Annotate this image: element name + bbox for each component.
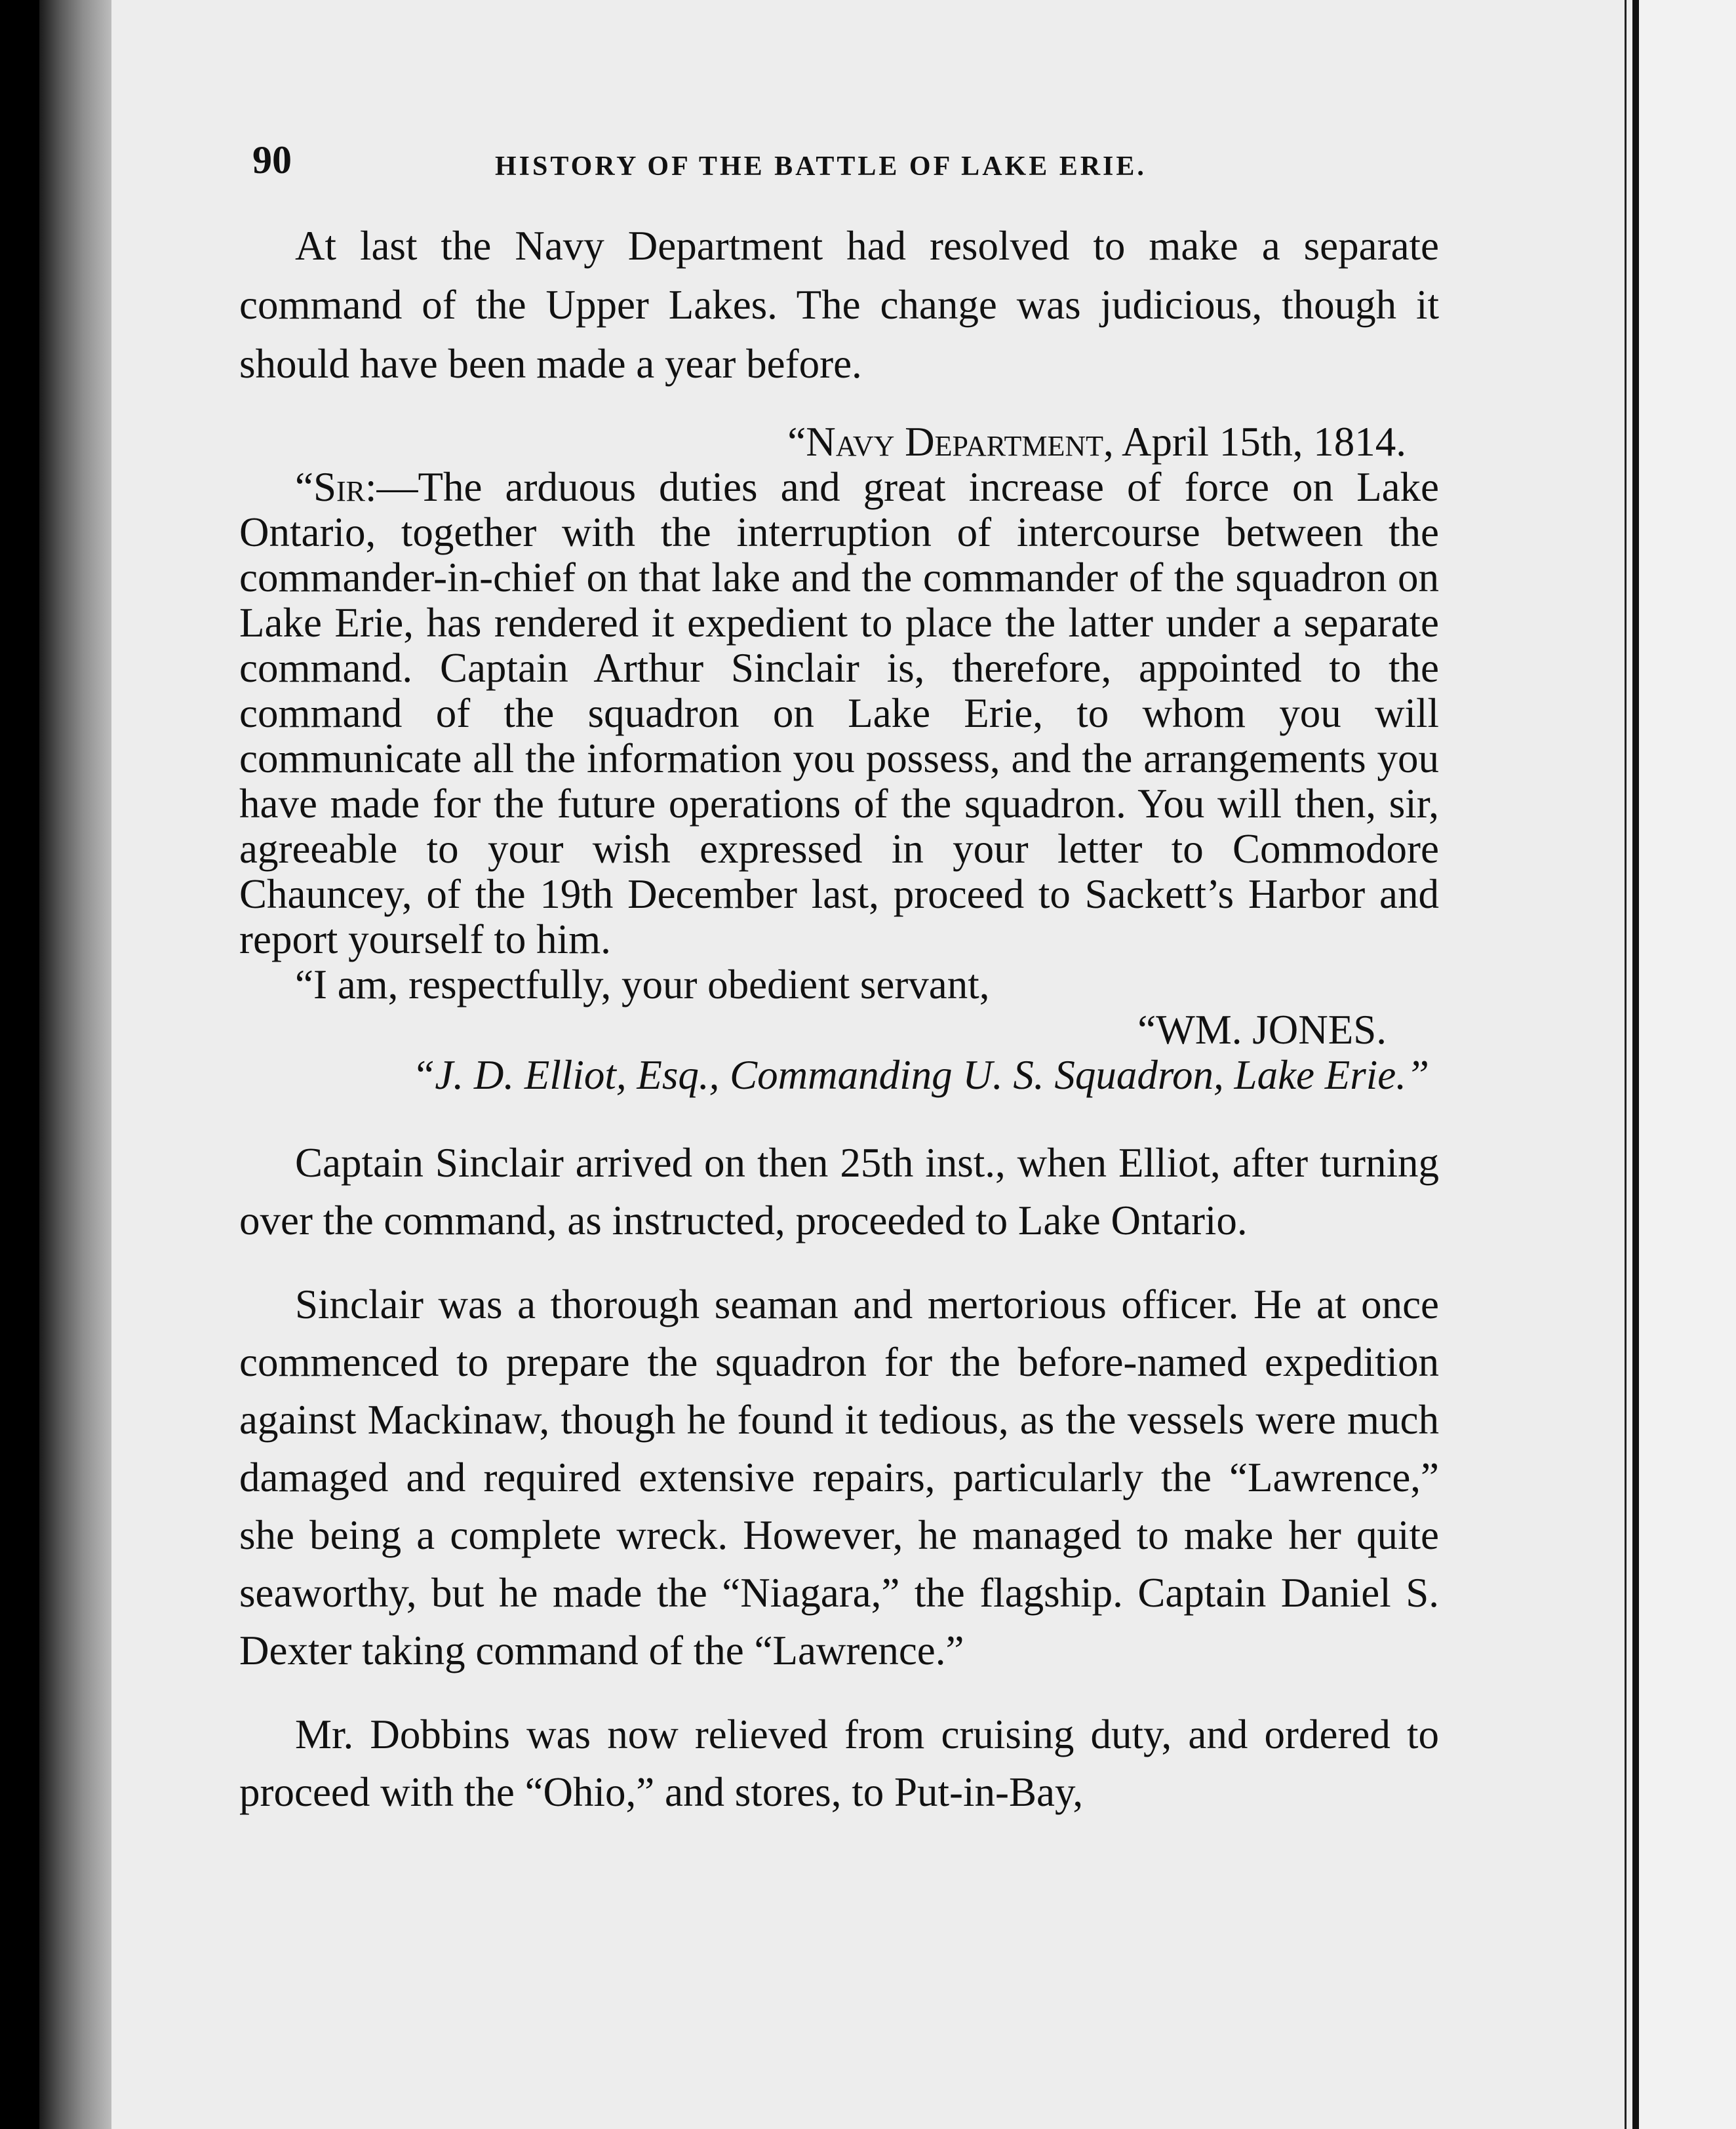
dateline-quote: “ <box>787 419 806 465</box>
page-gutter <box>1632 0 1639 2129</box>
letter-salutation: Sir <box>313 464 366 510</box>
paragraph: Sinclair was a thorough seaman and mertorious officer. He at once commenced to prepare the squadron for the before-named expedition against Mackinaw, though he found it tedious, as the vessels were much damaged and required extensive repairs, particularly the “Lawrence,” she being a complete wreck. However, he managed to make her quite seaworthy, but he made the “Niagara,” the flagship. Captain Daniel S. Dexter taking command of the “Lawrence.” <box>239 1281 1439 1673</box>
letter-signature: “WM. JONES. <box>1137 1007 1387 1053</box>
letter-dateline <box>239 420 1439 465</box>
adjacent-page-edge <box>1639 0 1736 2129</box>
letter-closing: “I am, respectfully, your obedient servant, <box>295 962 990 1007</box>
quoted-letter <box>239 420 1439 1098</box>
running-title: HISTORY OF THE BATTLE OF LAKE ERIE. <box>495 151 1147 182</box>
book-binding-edge <box>39 0 111 2129</box>
paragraph: Captain Sinclair arrived on then 25th inst., when Elliot, after turning over the command, as instructed, proceeded to Lake Ontario. <box>239 1140 1439 1243</box>
page-body <box>239 216 1439 1821</box>
letter-text: :—The arduous duties and great increase of force on Lake Ontario, together with the interruption of intercourse between the commander-in-chief on that lake and the commander of the squadron on Lake Erie, has rendered it expedient to place the latter under a separate command. Captain Arthur Sinclair is, therefore, appointed to the command of the squadron on Lake Erie, to whom you will communicate all the information you possess, and the arrangements you have made for the future operations of the squadron. You will then, sir, agreeable to your wish expressed in your letter to Commodore Chauncey, of the 19th December last, proceed to Sackett’s Harbor and report yourself to him. <box>239 464 1439 962</box>
letter-body <box>239 465 1439 962</box>
page-number: 90 <box>252 138 292 182</box>
narrative-continuation <box>239 1134 1439 1821</box>
paragraph: Mr. Dobbins was now relieved from cruising duty, and ordered to proceed with the “Ohio,” and stores, to Put-in-Bay, <box>239 1711 1439 1815</box>
dateline-department: Navy Department <box>806 419 1103 465</box>
salutation-quote: “ <box>295 464 313 510</box>
letter-addressee: “J. D. Elliot, Esq., Commanding U. S. Squadron, Lake Erie.” <box>412 1052 1429 1098</box>
page-fold-line <box>1625 0 1627 2129</box>
paragraph: At last the Navy Department had resolved to make a separate command of the Upper Lakes. The change was judicious, though it should have been made a year before. <box>239 223 1439 387</box>
page-header <box>252 138 1531 184</box>
dateline-date: , April 15th, 1814. <box>1103 419 1406 465</box>
